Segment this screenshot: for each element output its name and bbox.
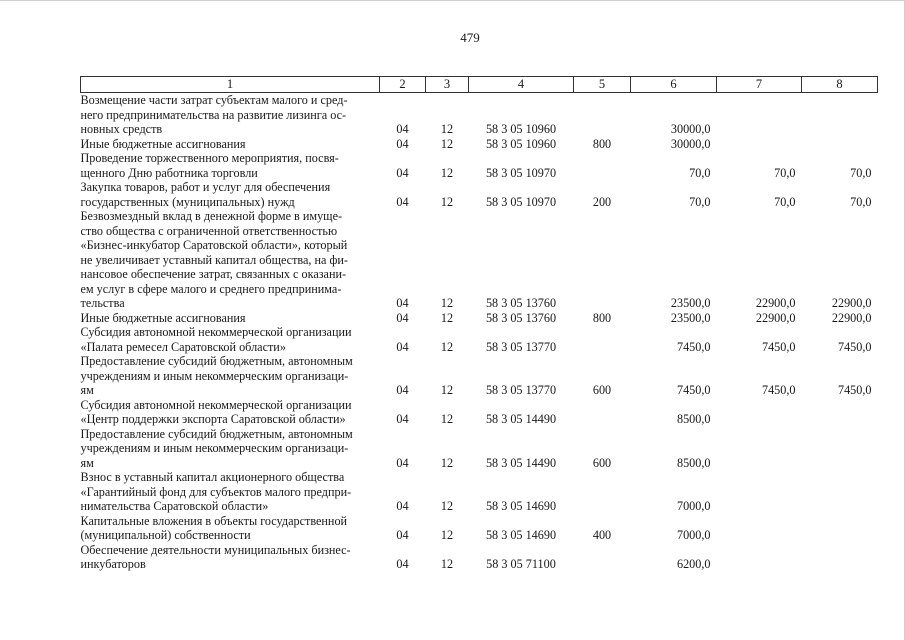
- cell-c2: 04: [396, 383, 409, 397]
- cell-c4: 58 3 05 14490: [485, 412, 557, 426]
- cell-c4: 58 3 05 13770: [485, 383, 557, 397]
- description-line: ство общества с ограниченной ответственностью: [80, 223, 338, 238]
- row-description: [81, 543, 380, 572]
- cell-c6: 6200,0: [676, 557, 711, 571]
- page-frame-top: [0, 0, 905, 1]
- cell-c6: 7450,0: [676, 339, 711, 354]
- description-line: не увеличивает уставный капитал общества, на фи-: [80, 252, 348, 267]
- cell-c3: 12: [440, 412, 454, 426]
- table-row: [81, 543, 878, 572]
- cell-c5: [574, 151, 631, 180]
- description-line: новных средств: [80, 122, 163, 136]
- cell-c7: [717, 543, 802, 572]
- row-description: [81, 93, 380, 137]
- row-description: [81, 311, 380, 326]
- row-description: [81, 137, 380, 152]
- cell-c2: 04: [396, 165, 409, 180]
- cell-c2: 04: [396, 412, 409, 426]
- table-row: [81, 93, 878, 137]
- description-line: (муниципальной) собственности: [80, 528, 251, 542]
- description-line: тельства: [80, 296, 125, 310]
- description-line: государственных (муниципальных) нужд: [80, 194, 295, 209]
- table-row: [81, 180, 878, 209]
- row-description: [81, 398, 380, 427]
- cell-c7: [717, 514, 802, 543]
- cell-c3: 12: [440, 136, 454, 151]
- cell-c7: 22900,0: [755, 296, 796, 310]
- table-row: [81, 514, 878, 543]
- column-header: 1: [81, 77, 380, 93]
- cell-c2: 04: [396, 499, 409, 513]
- row-description: [81, 427, 380, 471]
- cell-c8: [802, 427, 878, 471]
- cell-c3: 12: [440, 310, 454, 325]
- cell-c5: [574, 325, 631, 354]
- cell-c4: 58 3 05 10970: [485, 194, 557, 209]
- cell-c6: 70,0: [689, 194, 711, 209]
- cell-c5: [574, 398, 631, 427]
- description-line: Безвозмездный вклад в денежной форме в имуще-: [80, 209, 343, 223]
- cell-c4: 58 3 05 10960: [485, 122, 557, 136]
- row-description: [81, 325, 380, 354]
- table-row: [81, 354, 878, 398]
- description-line: Субсидия автономной некоммерческой организации: [80, 397, 352, 412]
- cell-c8: [802, 514, 878, 543]
- description-line: «Гарантийный фонд для субъектов малого предпри-: [80, 484, 352, 499]
- description-line: ям: [80, 455, 94, 470]
- description-line: Иные бюджетные ассигнования: [80, 136, 246, 151]
- cell-c2: 04: [396, 557, 409, 571]
- table-row: [81, 398, 878, 427]
- cell-c3: 12: [440, 296, 454, 310]
- cell-c5: 800: [592, 136, 612, 151]
- cell-c2: 04: [396, 194, 409, 209]
- cell-c7: [717, 470, 802, 514]
- cell-c2: 04: [396, 455, 409, 470]
- table-row: [81, 311, 878, 326]
- cell-c7: [717, 137, 802, 152]
- cell-c7: 70,0: [774, 165, 796, 180]
- row-description: [81, 470, 380, 514]
- cell-c2: 04: [396, 339, 409, 354]
- description-line: ем услуг в сфере малого и среднего предпринима-: [80, 281, 342, 296]
- table-row: [81, 325, 878, 354]
- cell-c2: 04: [396, 136, 409, 151]
- cell-c3: 12: [440, 383, 454, 397]
- description-line: Проведение торжественного мероприятия, посвя-: [80, 151, 339, 165]
- description-line: учреждениям и иным некоммерческим организаци-: [80, 368, 349, 383]
- cell-c4: 58 3 05 13760: [485, 310, 557, 325]
- header-row: [81, 77, 878, 93]
- cell-c5: [574, 543, 631, 572]
- cell-c8: 7450,0: [837, 383, 872, 397]
- cell-c6: 7450,0: [676, 383, 711, 397]
- cell-c4: 58 3 05 71100: [486, 557, 556, 571]
- row-description: [81, 151, 380, 180]
- budget-table: [80, 76, 878, 572]
- cell-c4: 58 3 05 10970: [485, 165, 557, 180]
- cell-c2: 04: [396, 296, 409, 310]
- cell-c7: 7450,0: [761, 383, 796, 397]
- cell-c6: 23500,0: [670, 310, 711, 325]
- description-line: Предоставление субсидий бюджетным, автономным: [80, 354, 353, 368]
- cell-c3: 12: [440, 455, 454, 470]
- description-line: ям: [80, 383, 94, 397]
- description-line: Закупка товаров, работ и услуг для обеспечения: [80, 180, 331, 194]
- cell-c7: 70,0: [774, 194, 796, 209]
- description-line: него предпринимательства на развитие лизинга ос-: [80, 107, 347, 122]
- description-line: нансовое обеспечение затрат, связанных с оказани-: [80, 267, 347, 281]
- cell-c5: 400: [592, 528, 612, 542]
- cell-c4: 58 3 05 13770: [485, 339, 557, 354]
- column-header: 8: [802, 77, 878, 93]
- description-line: Возмещение части затрат субъектам малого и сред-: [80, 93, 348, 107]
- description-line: «Бизнес-инкубатор Саратовской области», который: [80, 238, 348, 252]
- description-line: Предоставление субсидий бюджетным, автономным: [80, 426, 353, 441]
- description-line: Капитальные вложения в объекты государственной: [80, 513, 348, 528]
- cell-c7: [717, 93, 802, 137]
- cell-c8: [802, 543, 878, 572]
- cell-c8: [802, 470, 878, 514]
- cell-c8: 70,0: [850, 194, 872, 209]
- column-header: 2: [380, 77, 426, 93]
- cell-c7: 7450,0: [761, 339, 796, 354]
- cell-c8: [802, 93, 878, 137]
- column-header: 7: [717, 77, 802, 93]
- cell-c3: 12: [440, 557, 454, 571]
- cell-c8: 22900,0: [831, 296, 872, 310]
- table-row: [81, 209, 878, 311]
- cell-c5: [574, 93, 631, 137]
- cell-c5: 800: [592, 310, 612, 325]
- cell-c5: [574, 209, 631, 311]
- cell-c6: 8500,0: [676, 455, 711, 470]
- description-line: Обеспечение деятельности муниципальных бизнес-: [80, 542, 351, 557]
- cell-c7: 22900,0: [755, 310, 796, 325]
- cell-c6: 30000,0: [670, 122, 711, 136]
- description-line: учреждениям и иным некоммерческим организаци-: [80, 441, 349, 455]
- table-row: [81, 470, 878, 514]
- description-line: инкубаторов: [80, 557, 146, 571]
- description-line: Иные бюджетные ассигнования: [80, 310, 246, 325]
- table-row: [81, 137, 878, 152]
- row-description: [81, 354, 380, 398]
- row-description: [81, 209, 380, 311]
- description-line: «Палата ремесел Саратовской области»: [80, 339, 286, 354]
- cell-c3: 12: [440, 122, 454, 136]
- column-header: 4: [469, 77, 574, 93]
- cell-c2: 04: [396, 122, 409, 136]
- table-row: [81, 427, 878, 471]
- description-line: Субсидия автономной некоммерческой организации: [80, 325, 352, 339]
- cell-c4: 58 3 05 13760: [485, 296, 557, 310]
- cell-c4: 58 3 05 14690: [485, 528, 557, 542]
- cell-c6: 7000,0: [676, 528, 711, 542]
- cell-c6: 70,0: [689, 165, 711, 180]
- cell-c3: 12: [440, 339, 454, 354]
- cell-c2: 04: [396, 528, 409, 542]
- cell-c8: 7450,0: [837, 339, 872, 354]
- cell-c6: 30000,0: [670, 136, 711, 151]
- column-header: 5: [574, 77, 631, 93]
- cell-c8: [802, 398, 878, 427]
- cell-c3: 12: [440, 165, 454, 180]
- page-number: 479: [460, 30, 480, 45]
- cell-c7: [717, 398, 802, 427]
- cell-c8: 22900,0: [831, 310, 872, 325]
- cell-c4: 58 3 05 14490: [485, 455, 557, 470]
- cell-c4: 58 3 05 10960: [485, 136, 557, 151]
- cell-c3: 12: [440, 528, 454, 542]
- column-header: 6: [631, 77, 717, 93]
- cell-c2: 04: [396, 310, 409, 325]
- cell-c3: 12: [440, 499, 454, 513]
- cell-c7: [717, 427, 802, 471]
- cell-c5: 600: [592, 455, 612, 470]
- cell-c5: 600: [592, 383, 612, 397]
- cell-c6: 8500,0: [676, 412, 711, 426]
- cell-c6: 7000,0: [676, 499, 711, 513]
- description-line: «Центр поддержки экспорта Саратовской области»: [80, 412, 346, 426]
- cell-c8: [802, 137, 878, 152]
- cell-c4: 58 3 05 14690: [485, 499, 557, 513]
- cell-c6: 23500,0: [670, 296, 711, 310]
- cell-c5: 200: [592, 194, 612, 209]
- description-line: нимательства Саратовской области»: [80, 499, 269, 513]
- description-line: щенного Дню работника торговли: [80, 165, 258, 180]
- row-description: [81, 180, 380, 209]
- table-header: [81, 77, 878, 93]
- row-description: [81, 514, 380, 543]
- cell-c3: 12: [440, 194, 454, 209]
- table-row: [81, 151, 878, 180]
- description-line: Взнос в уставный капитал акционерного общества: [80, 470, 345, 484]
- cell-c8: 70,0: [850, 165, 872, 180]
- column-header: 3: [426, 77, 469, 93]
- cell-c5: [574, 470, 631, 514]
- table-body: [81, 93, 878, 572]
